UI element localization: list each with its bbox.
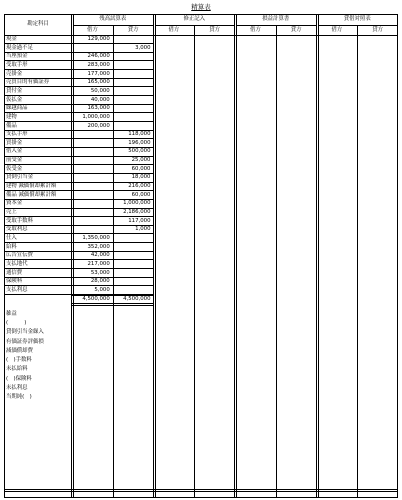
group-divider (234, 14, 235, 498)
column-divider (276, 25, 277, 499)
trial-balance-debit: 53,000 (90, 269, 110, 276)
trial-balance-debit: 352,000 (87, 243, 110, 250)
trial-balance-credit: 18,000 (131, 174, 151, 181)
trial-balance-debit: 42,000 (90, 252, 110, 259)
trial-balance-credit (114, 269, 151, 278)
group-header: 残高試算表 (99, 16, 127, 22)
account-name: 仮払金 (6, 96, 23, 103)
adjustment-account: ( )保険料 (6, 375, 32, 382)
account-name: 支払手形 (6, 131, 28, 138)
trial-balance-debit (73, 208, 110, 217)
account-name: 仕入 (6, 234, 17, 241)
credit-header: 貸方 (209, 26, 221, 33)
trial-balance-debit: 40,000 (90, 96, 110, 103)
trial-balance-credit (114, 122, 151, 131)
trial-balance-credit (114, 251, 151, 260)
trial-balance-credit (114, 35, 151, 44)
adjustment-account: ( ) (6, 319, 27, 326)
trial-balance-debit (73, 156, 110, 165)
account-name: 建物 (6, 113, 17, 120)
account-name: 広告宣伝費 (6, 252, 33, 259)
trial-balance-credit (114, 243, 151, 252)
trial-balance-credit: 196,000 (128, 139, 151, 146)
adjustment-account: 未払給料 (6, 366, 28, 373)
account-name: 支払地代 (6, 260, 28, 267)
group-header: 貸借対照表 (343, 16, 371, 22)
trial-balance-debit (73, 191, 110, 200)
adjustment-account: 貸倒引当金繰入 (6, 329, 44, 336)
trial-balance-credit: 118,000 (128, 131, 151, 138)
credit-header: 貸方 (290, 26, 302, 33)
trial-balance-debit (73, 225, 110, 234)
totals-double-line (72, 305, 154, 306)
trial-balance-debit (73, 130, 110, 139)
grand-total-line (4, 489, 398, 490)
debit-header: 借方 (168, 26, 180, 33)
trial-balance-debit (73, 165, 110, 174)
group-divider (155, 14, 156, 498)
trial-balance-debit: 200,000 (87, 122, 110, 129)
group-header: 損益計算書 (262, 16, 290, 22)
trial-balance-credit: 25,000 (131, 157, 151, 164)
trial-balance-credit: 3,000 (135, 44, 151, 51)
group-divider (236, 14, 237, 498)
account-name: 現金過不足 (6, 44, 33, 51)
trial-balance-debit (73, 147, 110, 156)
account-name: 給料 (6, 243, 17, 250)
trial-balance-credit: 500,000 (128, 148, 151, 155)
account-name: 受取手数料 (6, 217, 33, 224)
credit-header: 貸方 (372, 26, 384, 33)
adjustment-account: 当期純( ) (6, 394, 32, 401)
trial-balance-credit: 117,000 (128, 217, 151, 224)
account-name: 資本金 (6, 200, 23, 207)
account-name: 支払利息 (6, 286, 28, 293)
trial-balance-credit (114, 260, 151, 269)
trial-balance-credit (114, 52, 151, 61)
column-divider (357, 25, 358, 499)
account-name: 売上 (6, 209, 17, 215)
trial-balance-debit (73, 173, 110, 182)
account-name: 繰越商品 (6, 105, 28, 112)
trial-balance-debit (73, 199, 110, 208)
account-name: 買掛金 (6, 139, 23, 146)
debit-header: 借方 (249, 26, 261, 33)
trial-balance-debit: 217,000 (87, 260, 110, 267)
adjustment-account: 未払利息 (6, 385, 28, 392)
account-name: 建物 減価償却累計額 (6, 183, 57, 190)
trial-balance-credit (114, 277, 151, 286)
trial-balance-debit: 1,350,000 (82, 234, 110, 241)
trial-balance-debit: 28,000 (90, 278, 110, 285)
account-name: 通信費 (6, 269, 23, 276)
credit-header: 貸方 (127, 26, 139, 33)
worksheet-table (4, 14, 398, 498)
trial-balance-credit (114, 104, 151, 113)
account-name: 貸倒引当金 (6, 174, 33, 181)
trial-balance-debit: 50,000 (90, 87, 110, 94)
account-name: 保険料 (6, 278, 23, 285)
total-debit: 4,500,000 (82, 295, 110, 302)
account-name: 前受金 (6, 157, 23, 164)
account-name: 受取利息 (6, 226, 28, 233)
trial-balance-credit: 60,000 (131, 191, 151, 198)
account-name: 売買目的有価証券 (6, 79, 50, 86)
account-name: 現金 (6, 36, 17, 42)
trial-balance-debit: 165,000 (87, 79, 110, 86)
trial-balance-debit (73, 139, 110, 148)
trial-balance-debit: 163,000 (87, 105, 110, 112)
group-divider (316, 14, 317, 498)
adjustment-account: ( )手数料 (6, 357, 32, 364)
account-name: 借入金 (6, 148, 23, 155)
grand-total-line (4, 491, 398, 492)
trial-balance-debit (73, 182, 110, 191)
total-credit: 4,500,000 (123, 295, 151, 302)
trial-balance-credit (114, 70, 151, 79)
account-column-header: 勘定科目 (27, 21, 49, 27)
trial-balance-credit: 216,000 (128, 183, 151, 190)
adjustment-account: 減価償却費 (6, 347, 33, 354)
trial-balance-credit (114, 234, 151, 243)
trial-balance-debit: 246,000 (87, 53, 110, 60)
trial-balance-debit: 177,000 (87, 70, 110, 77)
adjustment-account: 雑益 (6, 310, 17, 317)
trial-balance-credit (114, 78, 151, 87)
account-name: 当座預金 (6, 53, 28, 60)
trial-balance-debit (73, 217, 110, 226)
trial-balance-credit: 60,000 (131, 165, 151, 172)
debit-header: 借方 (331, 26, 343, 33)
group-divider (318, 14, 319, 498)
trial-balance-credit: 1,000,000 (123, 200, 151, 207)
trial-balance-debit: 5,000 (94, 286, 110, 293)
trial-balance-debit (73, 44, 110, 53)
trial-balance-credit: 1,000 (135, 226, 151, 233)
account-name: 備品 (6, 122, 17, 129)
trial-balance-credit (114, 96, 151, 105)
column-divider (194, 25, 195, 499)
account-name: 備品 減価償却累計額 (6, 191, 57, 198)
debit-header: 借方 (86, 26, 98, 33)
account-name: 仮受金 (6, 165, 23, 172)
trial-balance-debit: 1,000,000 (82, 113, 110, 120)
adjustment-account: 有価証券評価損 (6, 338, 44, 345)
group-header: 修正記入 (183, 16, 206, 22)
account-name: 受取手形 (6, 61, 28, 68)
trial-balance-debit: 129,000 (87, 36, 110, 42)
trial-balance-credit (114, 286, 151, 295)
trial-balance-debit: 283,000 (87, 61, 110, 68)
totals-double-line (72, 303, 154, 304)
account-name: 貸付金 (6, 87, 23, 94)
account-name: 売掛金 (6, 70, 23, 77)
table-border-right (397, 14, 398, 498)
table-border-bottom (4, 497, 398, 498)
trial-balance-credit (114, 113, 151, 122)
trial-balance-credit: 2,186,000 (123, 209, 151, 215)
trial-balance-credit (114, 87, 151, 96)
trial-balance-credit (114, 61, 151, 70)
sheet-title: 精算表 (191, 3, 211, 11)
